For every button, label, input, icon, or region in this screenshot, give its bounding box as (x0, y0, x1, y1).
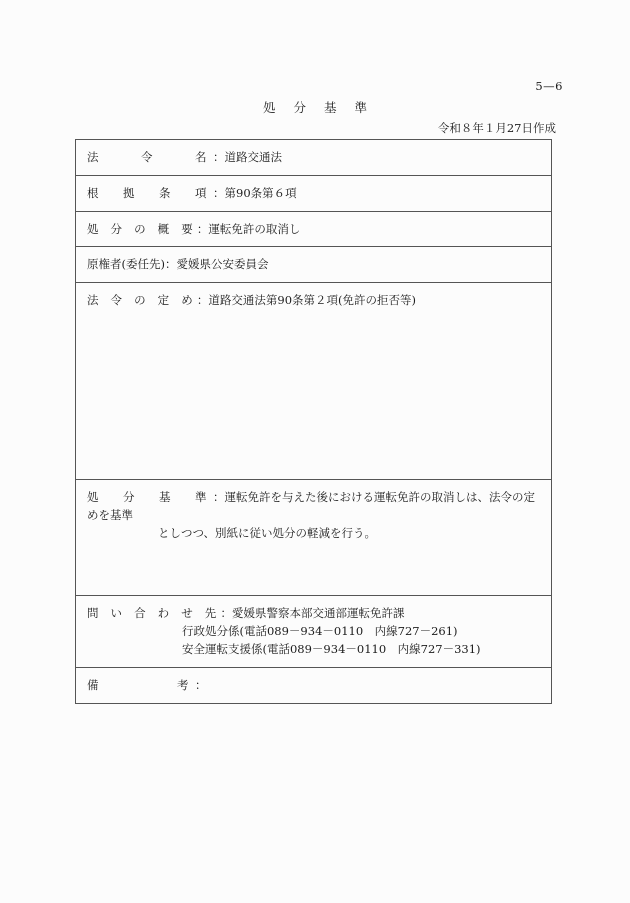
value-outline: 運転免許の取消し (208, 221, 301, 236)
cell-authority (76, 247, 552, 283)
label-article: 根 拠 条 項 (87, 185, 213, 200)
table-row-authority (76, 247, 552, 283)
value-contact-line1: 愛媛県警察本部交通部運転免許課 (231, 606, 405, 621)
value-article: 第90条第６項 (224, 185, 297, 200)
table-row-contact (76, 596, 552, 667)
value-contact-line2: 行政処分係(電話089－934－0110 内線727－261) (182, 624, 458, 639)
colon-contact: ： (220, 606, 232, 621)
value-law-name: 道路交通法 (224, 150, 282, 164)
label-remarks: 備 考 (87, 677, 195, 692)
colon-law-name: ： (213, 150, 225, 164)
cell-provision (76, 283, 552, 480)
table-row-provision (76, 283, 552, 480)
cell-article (76, 175, 552, 211)
label-criteria: 処 分 基 準 (87, 490, 213, 505)
page-marker: 5—6 (535, 79, 563, 93)
label-contact: 問 い 合 わ せ 先 (87, 606, 221, 621)
value-criteria-line1: 運転免許を与えた後における運転免許の取消しは、法令の定めを基準 (87, 490, 535, 523)
colon-remarks: ： (195, 677, 207, 692)
value-criteria-line2: としつつ、別紙に従い処分の軽減を行う。 (158, 525, 377, 540)
label-authority: 原権者(委任先) (87, 257, 165, 272)
cell-remarks (76, 667, 552, 703)
label-outline: 処 分 の 概 要 (87, 221, 197, 236)
table-row-article (76, 175, 552, 211)
table-row-remarks (76, 667, 552, 703)
colon-article: ： (213, 185, 225, 200)
disposition-criteria-table (75, 139, 552, 704)
cell-outline (76, 211, 552, 247)
created-date: 令和８年１月27日作成 (437, 121, 556, 135)
document-title: 処 分 基 準 (263, 100, 374, 115)
table-row-outline (76, 211, 552, 247)
label-law-name: 法 令 名 (87, 150, 213, 164)
colon-outline: ： (196, 221, 209, 236)
label-provision: 法 令 の 定 め (87, 293, 197, 308)
colon-criteria: ： (213, 490, 225, 505)
colon-authority: ： (164, 257, 177, 272)
colon-provision: ： (196, 293, 209, 308)
value-authority: 愛媛県公安委員会 (176, 257, 269, 272)
value-contact-line3: 安全運転支援係(電話089－934－0110 内線727－331) (182, 641, 481, 656)
value-provision: 道路交通法第90条第２項(免許の拒否等) (208, 293, 417, 308)
cell-criteria (76, 480, 552, 596)
cell-contact (76, 596, 552, 667)
cell-law-name (76, 140, 552, 176)
table-row-criteria (76, 480, 552, 596)
table-row-law-name (76, 140, 552, 176)
